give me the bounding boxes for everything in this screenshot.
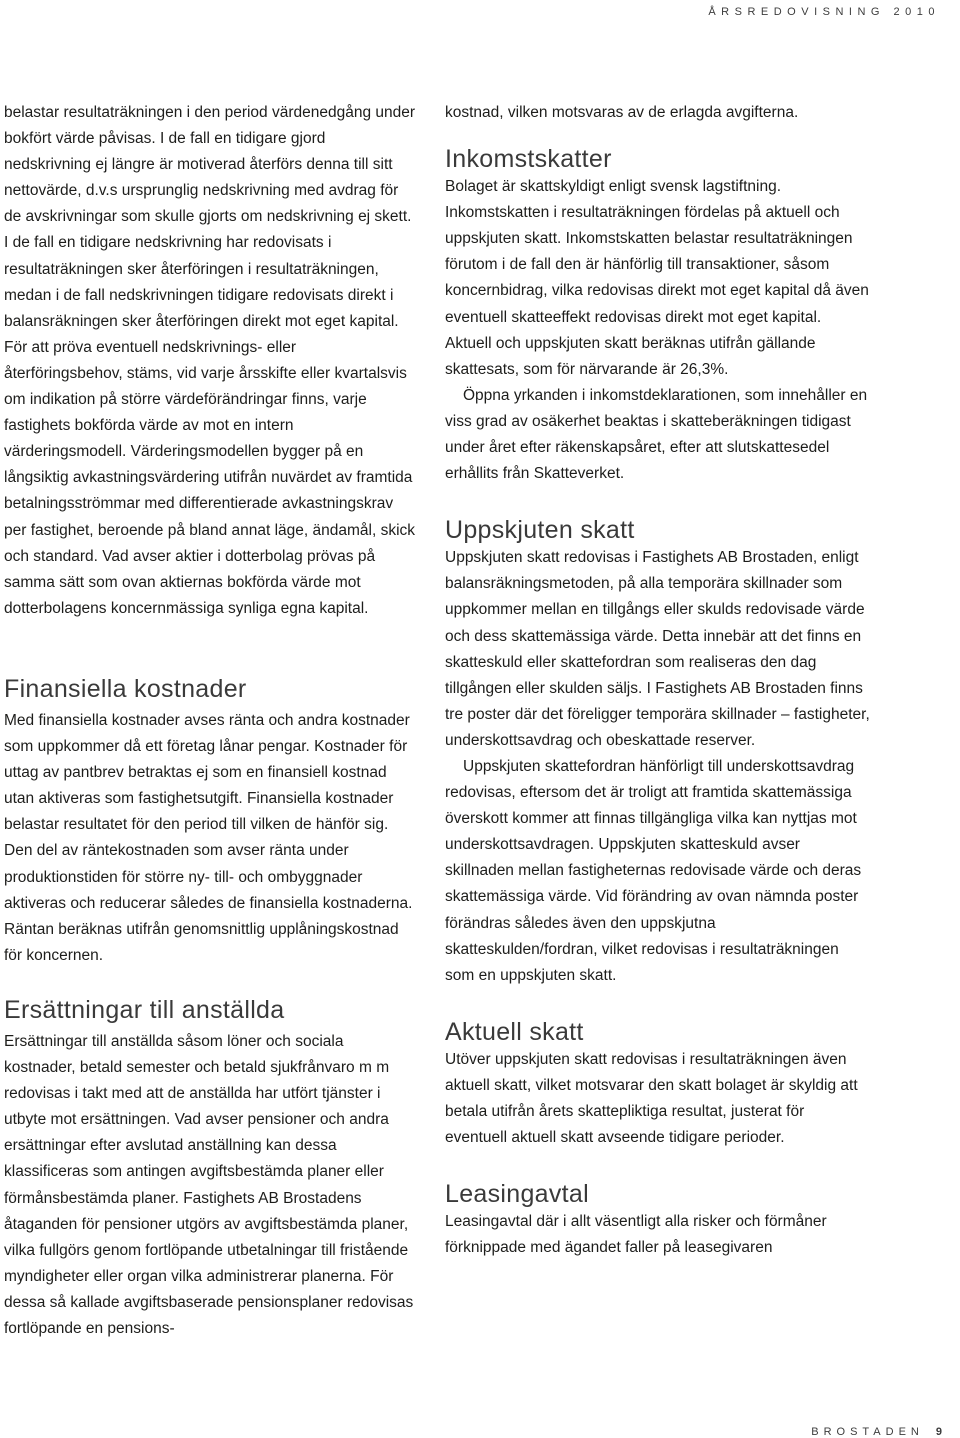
uppskjuten-skatt-paragraph-2: Uppskjuten skattefordran hänförligt till underskottsavdrag redovisas, eftersom det är troligt att framtida skattemässiga överskott kommer att finnas tillgängliga vilka kan nyttjas mot underskottsavdragen. Uppskjuten skatteskuld avser skillnaden mellan fastigheternas redovisade värde och deras skattemässiga värde. Vid förändring av ovan nämnda poster förändras således även den uppskjutna skatteskulden/fordran, vilket redovisas i resultaträkningen som en uppskjuten skatt. — [445, 757, 862, 984]
inkomstskatter-paragraph-2: Öppna yrkanden i inkomstdeklarationen, som innehåller en viss grad av osäkerhet beaktas i skatteberäkningen tidigast under året efter räkenskapsåret, efter att slutskattesedel erhållits från Skatteverket. — [445, 386, 868, 483]
right-column — [445, 100, 870, 1261]
uppskjuten-skatt-paragraph-1: Uppskjuten skatt redovisas i Fastighets AB Brostaden, enligt balansräkningsmetoden, på alla temporära skillnader som uppkommer mellan en tillgångs eller skulds redovisade värde och dess skattemässiga värde. Detta innebär att det finns en skatteskuld eller skattefordran som realiseras den dag tillgången eller skulden säljs. I Fastighets AB Brostaden finns tre poster där det föreligger temporära skillnader – fastigheter, underskottsavdrag och obeskattade reserver. — [445, 549, 870, 749]
ersattningar-paragraph: Ersättningar till anställda såsom löner och sociala kostnader, betald semester och betald sjukfrånvaro m m redovisas i takt med att de anställda har utfört tjänster i utbyte mot ersättningen. Vad avser pensioner och andra ersättningar efter avslutad anställning kan dessa klassificeras som antingen avgiftsbestämda planer eller förmånsbestämda planer. Fastighets AB Brostadens åtaganden för pensioner utgörs av avgiftsbestämda planer, vilka fullgörs genom fortlöpande utbetalningar till fristående myndigheter eller organ vilka administrerar planerna. För dessa så kallade avgiftsbaserade pensionsplaner redovisas fortlöpande en pensions- — [4, 1032, 414, 1337]
heading-ersattningar-till-anstallda: Ersättningar till anställda — [4, 995, 285, 1024]
valuation-paragraph: belastar resultaträkningen i den period värdenedgång under bokfört värde påvisas. I de fall en tidigare gjord nedskrivning ej längre är motiverad återförs denna till sitt nettovärde, d.v.s ursprunglig nedskrivning med avdrag för de avskrivningar som skulle gjorts om nedskrivning ej skett. I de fall en tidigare nedskrivning har redovisats i resultaträkningen sker återföringen i resultaträkningen, medan i de fall nedskrivningen tidigare redovisats direkt i balansräkningen sker återföringen direkt mot eget kapital. För att pröva eventuell nedskrivnings- eller återföringsbehov, stäms, vid varje årsskifte eller kvartalsvis om indikation på större värdeförändringar finns, varje fastighets bokförda värde av mot en intern värderingsmodell. Värderingsmodellen bygger på en långsiktig avkastningsvärdering utifrån nuvärdet av framtida betalningsströmmar med differentierade avkastningskrav per fastighet, beroende på bland annat läge, ändamål, skick och standard. Vad avser aktier i dotterbolag prövas på samma sätt som ovan aktiernas bokförda värde mot dotterbolagens koncernmässiga synliga egna kapital. — [4, 104, 416, 617]
footer-brand: BROSTADEN — [811, 1426, 924, 1438]
heading-uppskjuten-skatt: Uppskjuten skatt — [445, 516, 635, 545]
heading-finansiella-kostnader: Finansiella kostnader — [4, 675, 247, 703]
leasingavtal-paragraph: Leasingavtal där i allt väsentligt alla risker och förmåner förknippade med ägandet faller på leasegivaren — [445, 1213, 827, 1257]
heading-leasingavtal: Leasingavtal — [445, 1180, 589, 1209]
inkomstskatter-paragraph-1: Bolaget är skattskyldigt enligt svensk lagstiftning. Inkomstskatten i resultaträkningen fördelas på aktuell och uppskjuten skatt. Inkomstskatten belastar resultaträkningen förutom i de fall den är hänförlig till transaktioner, såsom koncernbidrag, vilka redovisas direkt mot eget kapital då även eventuell skatteeffekt redovisas direkt mot eget kapital. Aktuell och uppskjuten skatt beräknas utifrån gällande skattesats, som för närvarande är 26,3%. — [445, 178, 869, 378]
aktuell-skatt-paragraph: Utöver uppskjuten skatt redovisas i resultaträkningen även aktuell skatt, vilket motsvarar den skatt bolaget är skyldig att betala utifrån årets skattepliktiga resultat, justerat för eventuell aktuell skatt avseende tidigare perioder. — [445, 1050, 858, 1147]
finansiella-kostnader-paragraph: Med finansiella kostnader avses ränta och andra kostnader som uppkommer då ett företag lånar pengar. Kostnader för uttag av pantbrev betraktas ej som en finansiell kostnad utan aktiveras som fastighetsutgift. Finansiella kostnader belastar resultatet för den period till vilken de hänför sig. Den del av räntekostnaden som avser ränta under produktionstiden för större ny- till- och ombyggnader aktiveras och reducerar således de finansiella kostnaderna. Räntan beräknas utifrån genomsnittlig upplåningskostnad för koncernen. — [4, 712, 413, 964]
heading-aktuell-skatt: Aktuell skatt — [445, 1017, 584, 1046]
left-column — [4, 100, 416, 1342]
running-header: ÅRSREDOVISNING 2010 — [708, 6, 940, 18]
pension-cost-continuation: kostnad, vilken motsvaras av de erlagda avgifterna. — [445, 104, 799, 121]
page-footer — [811, 1426, 942, 1438]
page-number: 9 — [935, 1426, 942, 1438]
heading-inkomstskatter: Inkomstskatter — [445, 145, 612, 174]
